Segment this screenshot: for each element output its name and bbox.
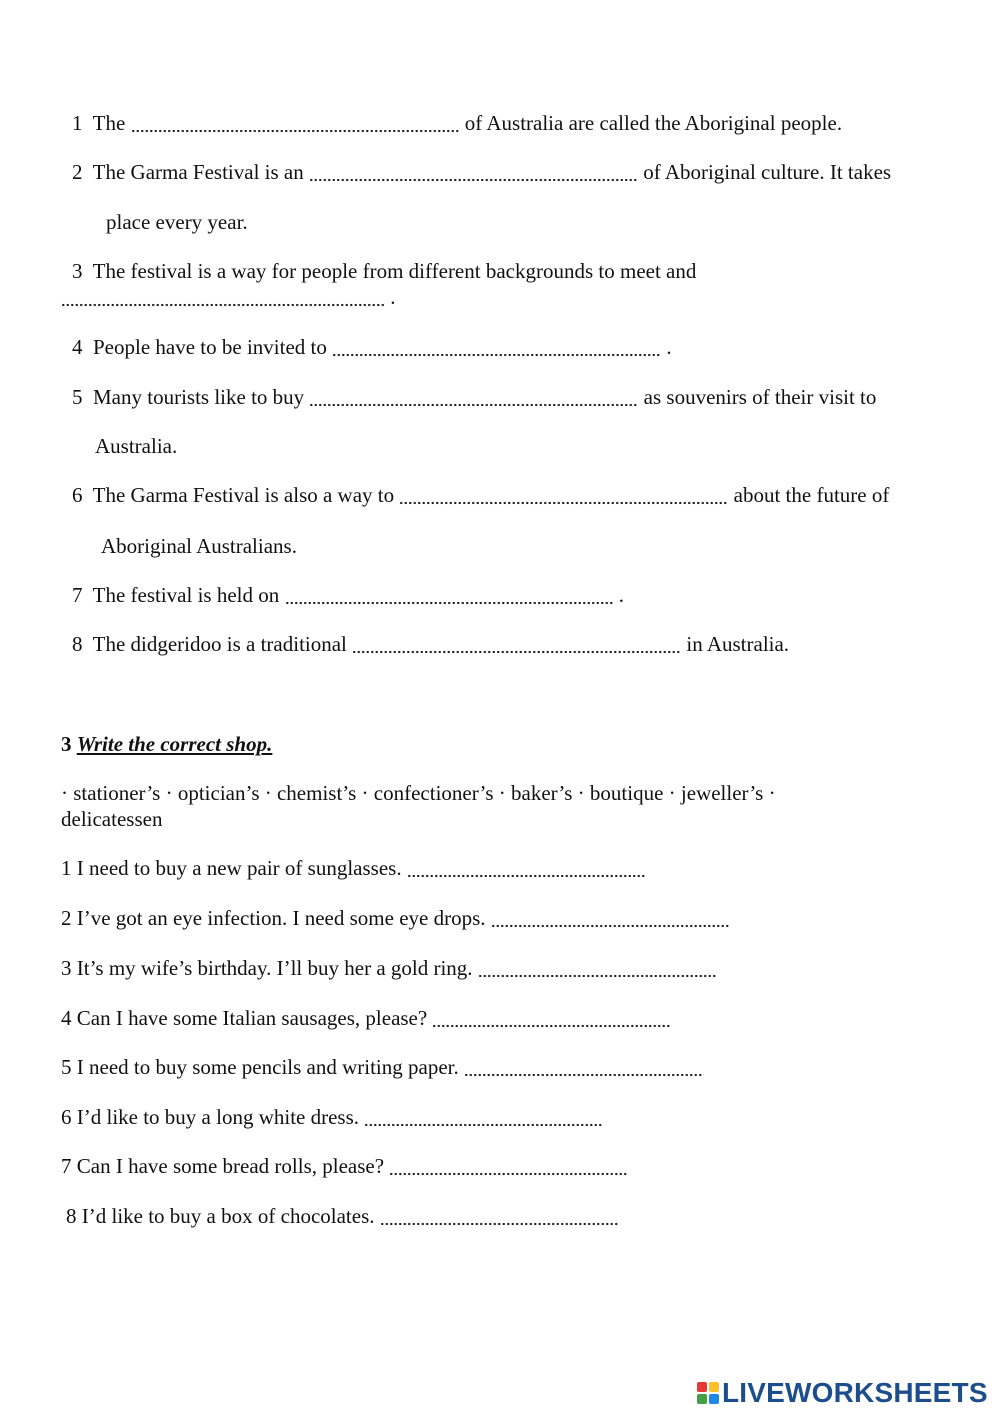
item-number: 6 bbox=[72, 483, 83, 507]
sentence-start: People have to be invited to bbox=[93, 335, 327, 359]
liveworksheets-mark-icon bbox=[697, 1382, 719, 1404]
question-text: 3 It’s my wife’s birthday. I’ll buy her a gold ring. bbox=[61, 956, 473, 980]
item-number: 3 bbox=[72, 259, 83, 283]
question-text: 8 I’d like to buy a box of chocolates. bbox=[66, 1204, 375, 1228]
ex3-item-5 bbox=[61, 1054, 703, 1080]
ex2-item-2-continuation: place every year. bbox=[106, 210, 248, 234]
sentence-end: . bbox=[666, 335, 672, 359]
ex3-item-7 bbox=[61, 1153, 628, 1179]
question-text: 5 I need to buy some pencils and writing paper. bbox=[61, 1055, 459, 1079]
word-bank-line-2: delicatessen bbox=[61, 807, 163, 831]
sentence-end: about the future of bbox=[733, 483, 890, 507]
sentence-start: The didgeridoo is a traditional bbox=[92, 632, 347, 656]
item-number: 8 bbox=[72, 632, 83, 656]
question-text: 4 Can I have some Italian sausages, please? bbox=[61, 1006, 428, 1030]
sentence-end: in Australia. bbox=[686, 632, 790, 656]
mark-square bbox=[697, 1394, 707, 1404]
ex3-item-1 bbox=[61, 855, 646, 881]
ex2-item-6-continuation: Aboriginal Australians. bbox=[101, 534, 297, 558]
ex3-item-4 bbox=[61, 1005, 671, 1031]
item-number: 7 bbox=[72, 583, 83, 607]
sentence-start: The Garma Festival is also a way to bbox=[92, 483, 395, 507]
section-number: 3 bbox=[61, 732, 72, 756]
answer-blank-6[interactable] bbox=[399, 482, 728, 508]
shop-answer-blank-2[interactable] bbox=[491, 905, 730, 931]
ex2-item-8 bbox=[72, 631, 789, 657]
sentence-start: The Garma Festival is an bbox=[92, 160, 304, 184]
ex2-item-1 bbox=[72, 110, 842, 136]
mark-square bbox=[709, 1394, 719, 1404]
mark-square bbox=[697, 1382, 707, 1392]
answer-blank-2[interactable] bbox=[309, 159, 638, 185]
question-text: 2 I’ve got an eye infection. I need some eye drops. bbox=[61, 906, 486, 930]
ex2-item-3-answer-line bbox=[61, 284, 396, 310]
answer-blank-7[interactable] bbox=[285, 582, 614, 608]
item-number: 2 bbox=[72, 160, 83, 184]
ex2-item-4 bbox=[72, 334, 672, 360]
ex2-item-2 bbox=[72, 159, 891, 185]
question-text: 6 I’d like to buy a long white dress. bbox=[61, 1105, 360, 1129]
sentence-end: of Australia are called the Aboriginal people. bbox=[464, 111, 843, 135]
answer-blank-8[interactable] bbox=[352, 631, 681, 657]
ex2-item-3 bbox=[72, 258, 696, 284]
sentence-start: The festival is a way for people from different backgrounds to meet and bbox=[92, 259, 697, 283]
mark-square bbox=[709, 1382, 719, 1392]
sentence-start: The bbox=[92, 111, 126, 135]
section-title bbox=[61, 731, 272, 757]
answer-blank-5[interactable] bbox=[309, 384, 638, 410]
sentence-start: The festival is held on bbox=[92, 583, 280, 607]
item-number: 1 bbox=[72, 111, 83, 135]
sentence-end: as souvenirs of their visit to bbox=[643, 385, 877, 409]
answer-blank-3[interactable] bbox=[61, 284, 385, 310]
item-number: 5 bbox=[72, 385, 83, 409]
ex2-item-7 bbox=[72, 582, 624, 608]
sentence-end: . bbox=[618, 583, 624, 607]
ex3-item-8 bbox=[66, 1203, 619, 1229]
shop-answer-blank-1[interactable] bbox=[407, 855, 646, 881]
ex3-item-2 bbox=[61, 905, 730, 931]
brand-name: LIVEWORKSHEETS bbox=[722, 1377, 988, 1408]
liveworksheets-logo bbox=[697, 1378, 988, 1408]
section-instruction: Write the correct shop. bbox=[76, 732, 273, 756]
sentence-start: Many tourists like to buy bbox=[93, 385, 305, 409]
shop-answer-blank-6[interactable] bbox=[364, 1104, 603, 1130]
answer-blank-1[interactable] bbox=[131, 110, 460, 136]
word-bank-line-1: · stationer’s · optician’s · chemist’s · confectioner’s · baker’s · boutique · jeweller’s · bbox=[61, 781, 776, 805]
item-number: 4 bbox=[72, 335, 83, 359]
shop-answer-blank-5[interactable] bbox=[464, 1054, 703, 1080]
ex3-item-3 bbox=[61, 955, 717, 981]
ex2-item-6 bbox=[72, 482, 889, 508]
question-text: 7 Can I have some bread rolls, please? bbox=[61, 1154, 385, 1178]
ex2-item-5-continuation: Australia. bbox=[95, 434, 178, 458]
question-text: 1 I need to buy a new pair of sunglasses. bbox=[61, 856, 402, 880]
sentence-end: of Aboriginal culture. It takes bbox=[643, 160, 892, 184]
ex3-item-6 bbox=[61, 1104, 603, 1130]
shop-answer-blank-7[interactable] bbox=[389, 1153, 628, 1179]
shop-answer-blank-8[interactable] bbox=[380, 1203, 619, 1229]
shop-answer-blank-3[interactable] bbox=[478, 955, 717, 981]
sentence-end: . bbox=[390, 285, 396, 309]
answer-blank-4[interactable] bbox=[332, 334, 661, 360]
ex2-item-5 bbox=[72, 384, 876, 410]
shop-answer-blank-4[interactable] bbox=[432, 1005, 671, 1031]
